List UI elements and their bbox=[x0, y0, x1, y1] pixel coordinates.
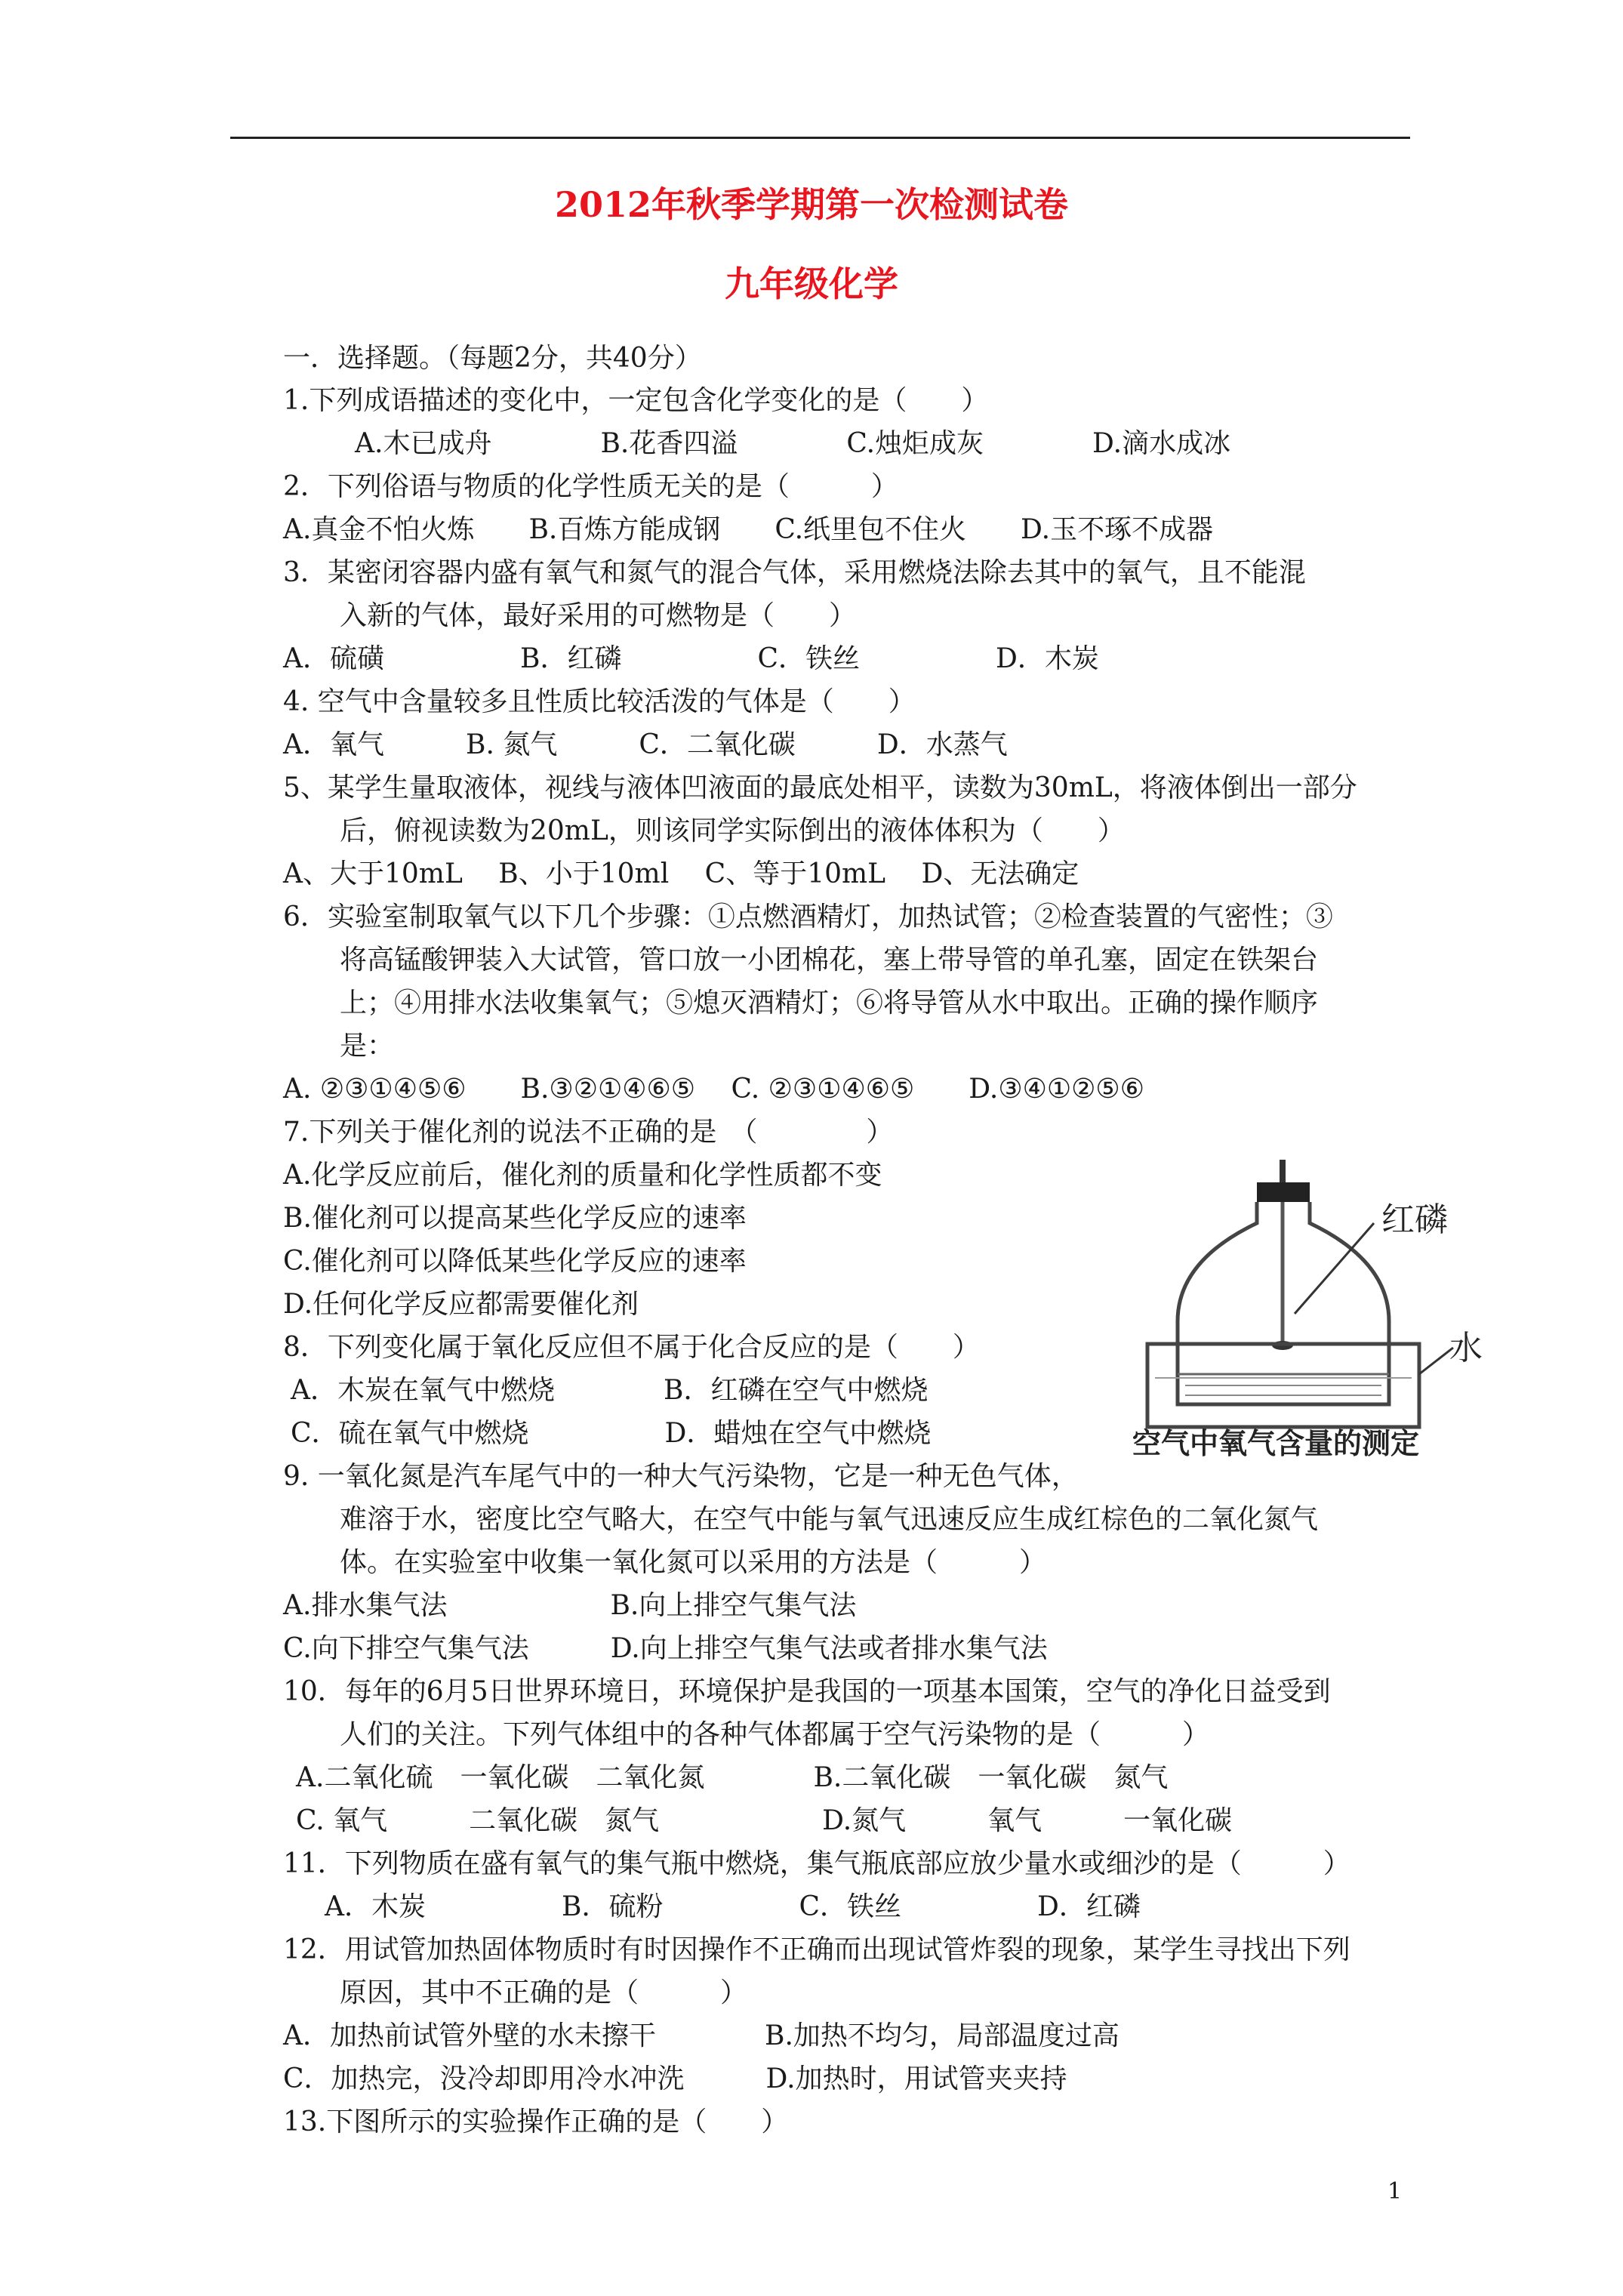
header-rule bbox=[230, 137, 1410, 139]
question-7: 7.下列关于催化剂的说法不正确的是 （ ） bbox=[283, 1117, 894, 1148]
page-number: 1 bbox=[1387, 2178, 1403, 2205]
question-9-options-1: A.排水集气法 B.向上排空气集气法 bbox=[283, 1590, 857, 1621]
question-10-options-1: A.二氧化硫 一氧化碳 二氧化氮 B.二氧化碳 一氧化碳 氮气 bbox=[296, 1762, 1169, 1793]
question-7-option-d: D.任何化学反应都需要催化剂 bbox=[283, 1289, 639, 1320]
question-9-options-2: C.向下排空气集气法 D.向上排空气集气法或者排水集气法 bbox=[283, 1633, 1048, 1664]
question-7-option-a: A.化学反应前后，催化剂的质量和化学性质都不变 bbox=[283, 1160, 882, 1191]
question-12-options-2: C．加热完，没冷却即用冷水冲洗 D.加热时，用试管夹夹持 bbox=[283, 2063, 1067, 2094]
question-5: 5、某学生量取液体，视线与液体凹液面的最底处相平，读数为30mL，将液体倒出一部分 bbox=[283, 772, 1357, 803]
question-4-options: A．氧气 B. 氮气 C．二氧化碳 D．水蒸气 bbox=[283, 729, 1008, 760]
exam-title: 2012年秋季学期第一次检测试卷 bbox=[554, 184, 1069, 225]
oxygen-measurement-figure bbox=[1132, 1155, 1487, 1457]
question-10: 10．每年的6月5日世界环境日，环境保护是我国的一项基本国策，空气的净化日益受到 bbox=[283, 1676, 1331, 1707]
question-11-options: A．木炭 B．硫粉 C．铁丝 D．红磷 bbox=[325, 1891, 1141, 1922]
question-3-cont: 入新的气体，最好采用的可燃物是（ ） bbox=[340, 600, 857, 631]
question-4: 4. 空气中含量较多且性质比较活泼的气体是（ ） bbox=[283, 686, 916, 717]
question-6-cont-1: 将高锰酸钾装入大试管，管口放一小团棉花，塞上带导管的单孔塞，固定在铁架台 bbox=[340, 945, 1319, 975]
question-11: 11．下列物质在盛有氧气的集气瓶中燃烧，集气瓶底部应放少量水或细沙的是（ ） bbox=[283, 1848, 1350, 1879]
question-1: 1.下列成语描述的变化中，一定包含化学变化的是（ ） bbox=[283, 385, 989, 416]
question-2-options: A.真金不怕火炼 B.百炼方能成钢 C.纸里包不住火 D.玉不琢不成器 bbox=[283, 514, 1214, 545]
question-9-cont-2: 体。在实验室中收集一氧化氮可以采用的方法是（ ） bbox=[340, 1547, 1047, 1578]
question-6: 6．实验室制取氧气以下几个步骤：①点燃酒精灯，加热试管；②检查装置的气密性；③ bbox=[283, 901, 1333, 932]
question-6-cont-2: 上；④用排水法收集氧气；⑤熄灭酒精灯；⑥将导管从水中取出。正确的操作顺序 bbox=[340, 988, 1319, 1019]
figure-label-red-phosphorus: 红磷 bbox=[1381, 1200, 1448, 1239]
question-7-option-c: C.催化剂可以降低某些化学反应的速率 bbox=[283, 1246, 747, 1277]
section-heading: 一．选择题。（每题2分，共40分） bbox=[283, 343, 702, 374]
question-13: 13.下图所示的实验操作正确的是（ ） bbox=[283, 2106, 789, 2137]
question-6-options: A. ②③①④⑤⑥ B.③②①④⑥⑤ C. ②③①④⑥⑤ D.③④①②⑤⑥ bbox=[283, 1074, 1144, 1105]
figure-caption: 空气中氧气含量的测定 bbox=[1132, 1427, 1420, 1457]
question-3-options: A．硫磺 B．红磷 C．铁丝 D．木炭 bbox=[283, 643, 1099, 674]
question-1-options: A.木已成舟 B.花香四溢 C.烛炬成灰 D.滴水成冰 bbox=[355, 428, 1231, 459]
question-8-options-1: A．木炭在氧气中燃烧 B．红磷在空气中燃烧 bbox=[291, 1375, 929, 1406]
question-5-cont: 后，俯视读数为20mL，则该同学实际倒出的液体体积为（ ） bbox=[340, 815, 1125, 846]
question-10-options-2: C. 氧气 二氧化碳 氮气 D.氮气 氧气 一氧化碳 bbox=[296, 1805, 1233, 1836]
question-12-options-1: A．加热前试管外壁的水未擦干 B.加热不均匀，局部温度过高 bbox=[283, 2020, 1119, 2051]
question-8: 8．下列变化属于氧化反应但不属于化合反应的是（ ） bbox=[283, 1332, 980, 1363]
question-8-options-2: C．硫在氧气中燃烧 D．蜡烛在空气中燃烧 bbox=[291, 1418, 932, 1449]
question-12: 12．用试管加热固体物质时有时因操作不正确而出现试管炸裂的现象，某学生寻找出下列 bbox=[283, 1934, 1350, 1965]
question-5-options: A、大于10mL B、小于10ml C、等于10mL D、无法确定 bbox=[283, 858, 1079, 889]
question-7-option-b: B.催化剂可以提高某些化学反应的速率 bbox=[283, 1203, 747, 1234]
question-9-cont-1: 难溶于水，密度比空气略大，在空气中能与氧气迅速反应生成红棕色的二氧化氮气 bbox=[340, 1504, 1319, 1535]
question-3: 3．某密闭容器内盛有氧气和氮气的混合气体，采用燃烧法除去其中的氧气，且不能混 bbox=[283, 557, 1306, 588]
question-12-cont: 原因，其中不正确的是（ ） bbox=[340, 1977, 748, 2008]
figure-label-water: 水 bbox=[1449, 1329, 1483, 1367]
question-6-cont-3: 是： bbox=[340, 1031, 395, 1062]
question-9: 9. 一氧化氮是汽车尾气中的一种大气污染物，它是一种无色气体， bbox=[283, 1461, 1079, 1492]
exam-subtitle: 九年级化学 bbox=[725, 264, 898, 304]
question-10-cont: 人们的关注。下列气体组中的各种气体都属于空气污染物的是（ ） bbox=[340, 1719, 1210, 1750]
question-2: 2．下列俗语与物质的化学性质无关的是（ ） bbox=[283, 471, 898, 502]
